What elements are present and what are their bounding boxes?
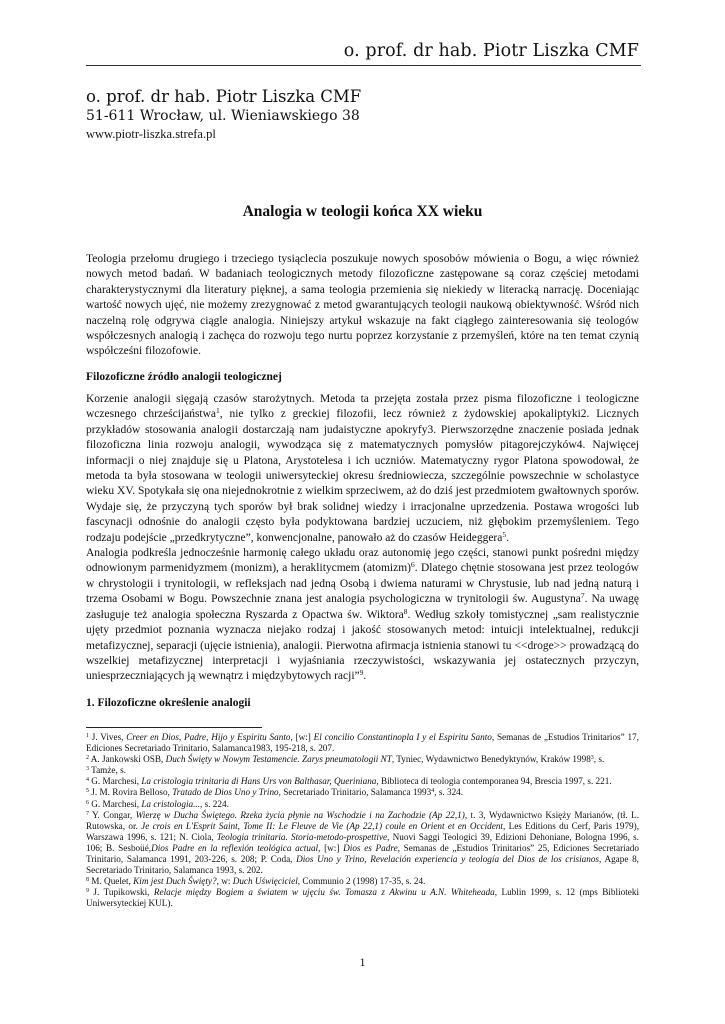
footnote-text: , s. 224. — [200, 798, 229, 809]
footnote-4 — [86, 776, 639, 787]
footnote-text: A. Jankowski OSB, — [89, 754, 166, 765]
section-heading-2: 1. Filozoficzne określenie analogii — [86, 697, 251, 709]
footnote-ref[interactable]: 6 — [411, 560, 415, 570]
footnote-7 — [86, 810, 639, 877]
footnote-italic: El concilio Constantinopla I y el Espiritu Santo — [313, 732, 492, 742]
footnote-italic: La cristologia trinitaria di Hans Urs von Balthasar, Queriniana — [141, 776, 377, 787]
footnote-text: , w: — [216, 876, 233, 887]
running-header: o. prof. dr hab. Piotr Liszka CMF — [343, 41, 639, 61]
footnote-italic: Je crois en L'Esprit Saint, Tome II: Le Fleuve de Vie (Ap 22,1) coule en Orient et en Occident — [141, 820, 503, 831]
footnote-ref[interactable]: 7 — [580, 591, 585, 601]
author-name: o. prof. dr hab. Piotr Liszka CMF — [86, 87, 362, 106]
footnote-text: , Biblioteca di teologia contemporanea 94, Brescia 1997, s. 221. — [376, 776, 612, 787]
footnote-ref[interactable]: 9 — [359, 668, 364, 678]
footnote-text: , Nuovi Saggi Teologici 39, Edizioni Dehoniane, Bologna 1996, s. 106; B. Sesboüé, — [86, 831, 639, 853]
footnote-text: , Communio 2 (1998) 17-35, s. 24. — [297, 876, 426, 887]
footnote-5 — [86, 787, 639, 798]
paragraph-text: . Według szkoły tomistycznej „sam realistycznie ujęty przedmiot poznania wyznacza niejako rodzaj i jakość stosowanych metod: intuicji intelektualnej, redukcji metafizycznej, separacji (ujęcie istnienia), analogii. Pierwotna afirmacja istnienia stanowi tu <<droge>> prowadzącą do wszelkiej metafizycznej interpretacji i wyjaśniania rzeczywistości, wskazywania jej ostatecznych przyczyn, uniesprzeczniających ją wewnątrz i międzybytowych racji” — [86, 608, 639, 683]
footnote-text: G. Marchesi, — [89, 798, 142, 809]
paragraph-text: Analogia podkreśla jednocześnie harmonię całego układu oraz autonomię jego części, stanowi punkt pośredni między odnowionym parmenidyzmem (monizm), a heraklitycmem (atomizm) — [86, 547, 639, 575]
footnote-text: J. M. Rovira Belloso, — [89, 787, 173, 798]
footnote-italic: La cristologia... — [141, 798, 201, 809]
footnote-number: 7 — [86, 810, 89, 817]
footnote-text: , [w:] — [318, 842, 344, 853]
footnote-text: , Lublin 1999, s. 12 (mps Biblioteki Uniwersyteckiej KUL). — [86, 887, 640, 909]
paragraph-text: , nie tylko z greckiej filozofii, lecz również z żydowskiej apokaliptyki2. Licznych przykładów stosowania analogii dostarczają nam judaistyczne apokryfy3. Pierwszorzędne znaczenie posiada jednak filozoficzna linia rozwoju analogii, wywodząca się z matematycznych pomysłów pitagorejczyków4. Najwięcej informacji o niej znajduje się u Platona, Arystotelesa i ich uczniów. Matematyczny rygor Platona spowodował, że metoda ta była stosowana w teologii uniwersyteckiej okresu średniowiecza, szczególnie powszechnie w scholastyce wieku XV. Spotykała się ona niejednokrotnie z wielkim sprzeciwem, aż do dziś jest przedmiotem gwałtownych sporów. Wydaje się, że przyczyną tych sporów był brak solidnej wiedzy i irracjonalne uprzedzenia. Postawa wrogości lub fascynacji odnośnie do analogii często była podyktowana bardziej uczuciem, niż głębokim przemyśleniem. Tego rodzaju podejście „przedkrytyczne”, konwencjonalne, panowało aż do czasów Heideggera — [86, 408, 639, 544]
footnote-text: , t. 3, Wydawnictwo Księży Marianów, (tł. L. Rutowska, or. — [86, 809, 639, 831]
section-1-body — [86, 392, 639, 685]
footnote-number: 8 — [86, 877, 89, 884]
footnote-italic: Tratado de Dios Uno y Trino — [172, 787, 279, 798]
footnote-italic: Kim jest Duch Święty? — [133, 876, 217, 887]
footnote-text: , [w:] — [290, 732, 314, 742]
footnote-italic: Duch Uświęciciel — [232, 876, 298, 887]
footnote-number: 5 — [86, 788, 89, 795]
footnote-3 — [86, 765, 639, 776]
footnote-sup: 3 — [590, 755, 594, 762]
footnote-text: J. Vives, — [89, 732, 127, 742]
paragraph-text: . Na uwagę zasługuje też analogia społeczna Ryszarda z Opactwa św. Wiktora — [86, 593, 639, 621]
footnote-sup: 4 — [431, 788, 435, 795]
footnote-ref[interactable]: 8 — [403, 606, 408, 616]
footnote-rule — [86, 727, 262, 728]
footnote-italic: Creer en Dios, Padre, Hijo y Espiritu Santo — [126, 732, 291, 742]
footnote-italic: Teologia trinitaria. Storia-metodo-prospettive — [216, 831, 388, 842]
paragraph-text: . Dlatego chętnie stosowana jest przez teologów w chrystologii i trynitologii, w refleksjach nad jedną Osobą i dwiema naturami w Chrystusie, lub nad jedną naturą i trzema Osobami w Bogu. Powszechnie znana jest analogia psychologiczna w trynitologii św. Augustyna — [86, 562, 639, 606]
paragraph-text: Korzenie analogii sięgają czasów starożytnych. Metoda ta przejęta została przez pisma filozoficzne i teologiczne wczesnego chrześcijaństwa — [86, 393, 639, 421]
author-website[interactable]: www.piotr-liszka.strefa.pl — [86, 127, 216, 141]
author-address: 51-611 Wrocław, ul. Wieniawskiego 38 — [86, 108, 360, 124]
footnote-number: 2 — [86, 755, 89, 762]
footnote-text: , Les Editions du Cerf, Paris 1979), Warszawa 1996, s. 121; N. Ciola, — [86, 820, 639, 842]
footnote-ref[interactable]: 5 — [502, 529, 507, 539]
header-rule — [86, 65, 641, 66]
footnote-8 — [86, 876, 639, 887]
footnote-1 — [86, 732, 639, 754]
footnote-italic: Duch Święty w Nowym Testamencie. Zarys pneumatologii NT — [165, 754, 392, 765]
footnote-text: Y. Congar, — [89, 809, 136, 820]
section-heading-1: Filozoficzne źródło analogii teologicznej — [86, 371, 282, 383]
footnote-italic: Relacje między Bogiem a światem w ujęciu św. Tomasza z Akwinu u A.N. Whiteheada — [153, 887, 495, 898]
footnote-number: 9 — [86, 888, 89, 895]
footnote-text: M. Quelet, — [89, 876, 134, 887]
footnote-text: , s. — [593, 754, 605, 765]
author-block — [86, 86, 646, 142]
footnote-number: 3 — [86, 766, 89, 773]
paragraph-text: . — [506, 531, 509, 544]
footnote-number: 6 — [86, 799, 89, 806]
footnote-text: , Secretariado Trinitario, Salamanca 1993 — [278, 787, 432, 798]
footnote-text: , Agape 8, Secretariado Trinitario, Salamanca 1993, s. 202. — [86, 854, 639, 876]
footnote-italic: Dios es Padre — [343, 842, 398, 853]
footnotes — [86, 732, 639, 910]
footnote-italic: Dios Padre en la reflexión teológica actual — [151, 842, 319, 853]
footnote-text: J. Tupikowski, — [89, 887, 154, 898]
footnote-number: 4 — [86, 777, 89, 784]
footnote-text: , Semanas de „Estudios Trinitarios” 17, Ediciones Secretariado Trinitario, Salamanca1983, 195-218, s. 207. — [86, 732, 639, 754]
footnote-ref[interactable]: 1 — [216, 406, 220, 416]
footnote-text: G. Marchesi, — [89, 776, 142, 787]
paragraph-text: . — [363, 670, 367, 683]
footnote-italic: Dios Uno y Trino, Revelación experiencia y teología del Dios de los crisianos — [296, 854, 599, 865]
footnote-6 — [86, 799, 639, 810]
article-title: Analogia w teologii końca XX wieku — [242, 203, 483, 220]
footnote-2 — [86, 754, 639, 765]
footnote-text: , Tyniec, Wydawnictwo Benedyktynów, Kraków 1998 — [391, 754, 591, 765]
footnote-text: Tamże, s. — [89, 765, 126, 776]
intro-paragraph: Teologia przełomu drugiego i trzeciego tysiąclecia poszukuje nowych sposobów mówienia o Bogu, a więc również nowych metod badań. W badaniach teologicznych metody filozoficzne zastępowane są coraz częściej metodami charakterystycznymi dla literatury pięknej, a sama teologia przemienia się niekiedy w literacką narrację. Doceniając wartość nowych ujęć, nie możemy zrezygnować z metod gwarantujących teologii naukową obiektywność. Wśród nich naczelną rolę odgrywa ciągle analogia. Niniejszy artykuł wskazuje na fakt ciągłego zainteresowania się teologów współczesnych analogią i zachęca do rozwoju tego nurtu poprzez korzystanie z przemyśleń, które na ten temat czynią współcześni filozofowie. — [86, 253, 639, 358]
footnote-italic: Wierzę w Ducha Świętego. Rzeka życia płynie na Wschodzie i na Zachodzie (Ap 22,1) — [135, 809, 465, 820]
page-number: 1 — [359, 955, 366, 969]
footnote-9 — [86, 887, 639, 909]
footnote-text: , Semanas de „Estudios Trinitarios” 25, Ediciones Secretariado Trinitario, Salamanca 1991, 203-226, s. 208; P. Coda, — [86, 842, 639, 865]
footnote-number: 1 — [86, 733, 89, 739]
footnote-text: , s. 324. — [434, 787, 464, 798]
